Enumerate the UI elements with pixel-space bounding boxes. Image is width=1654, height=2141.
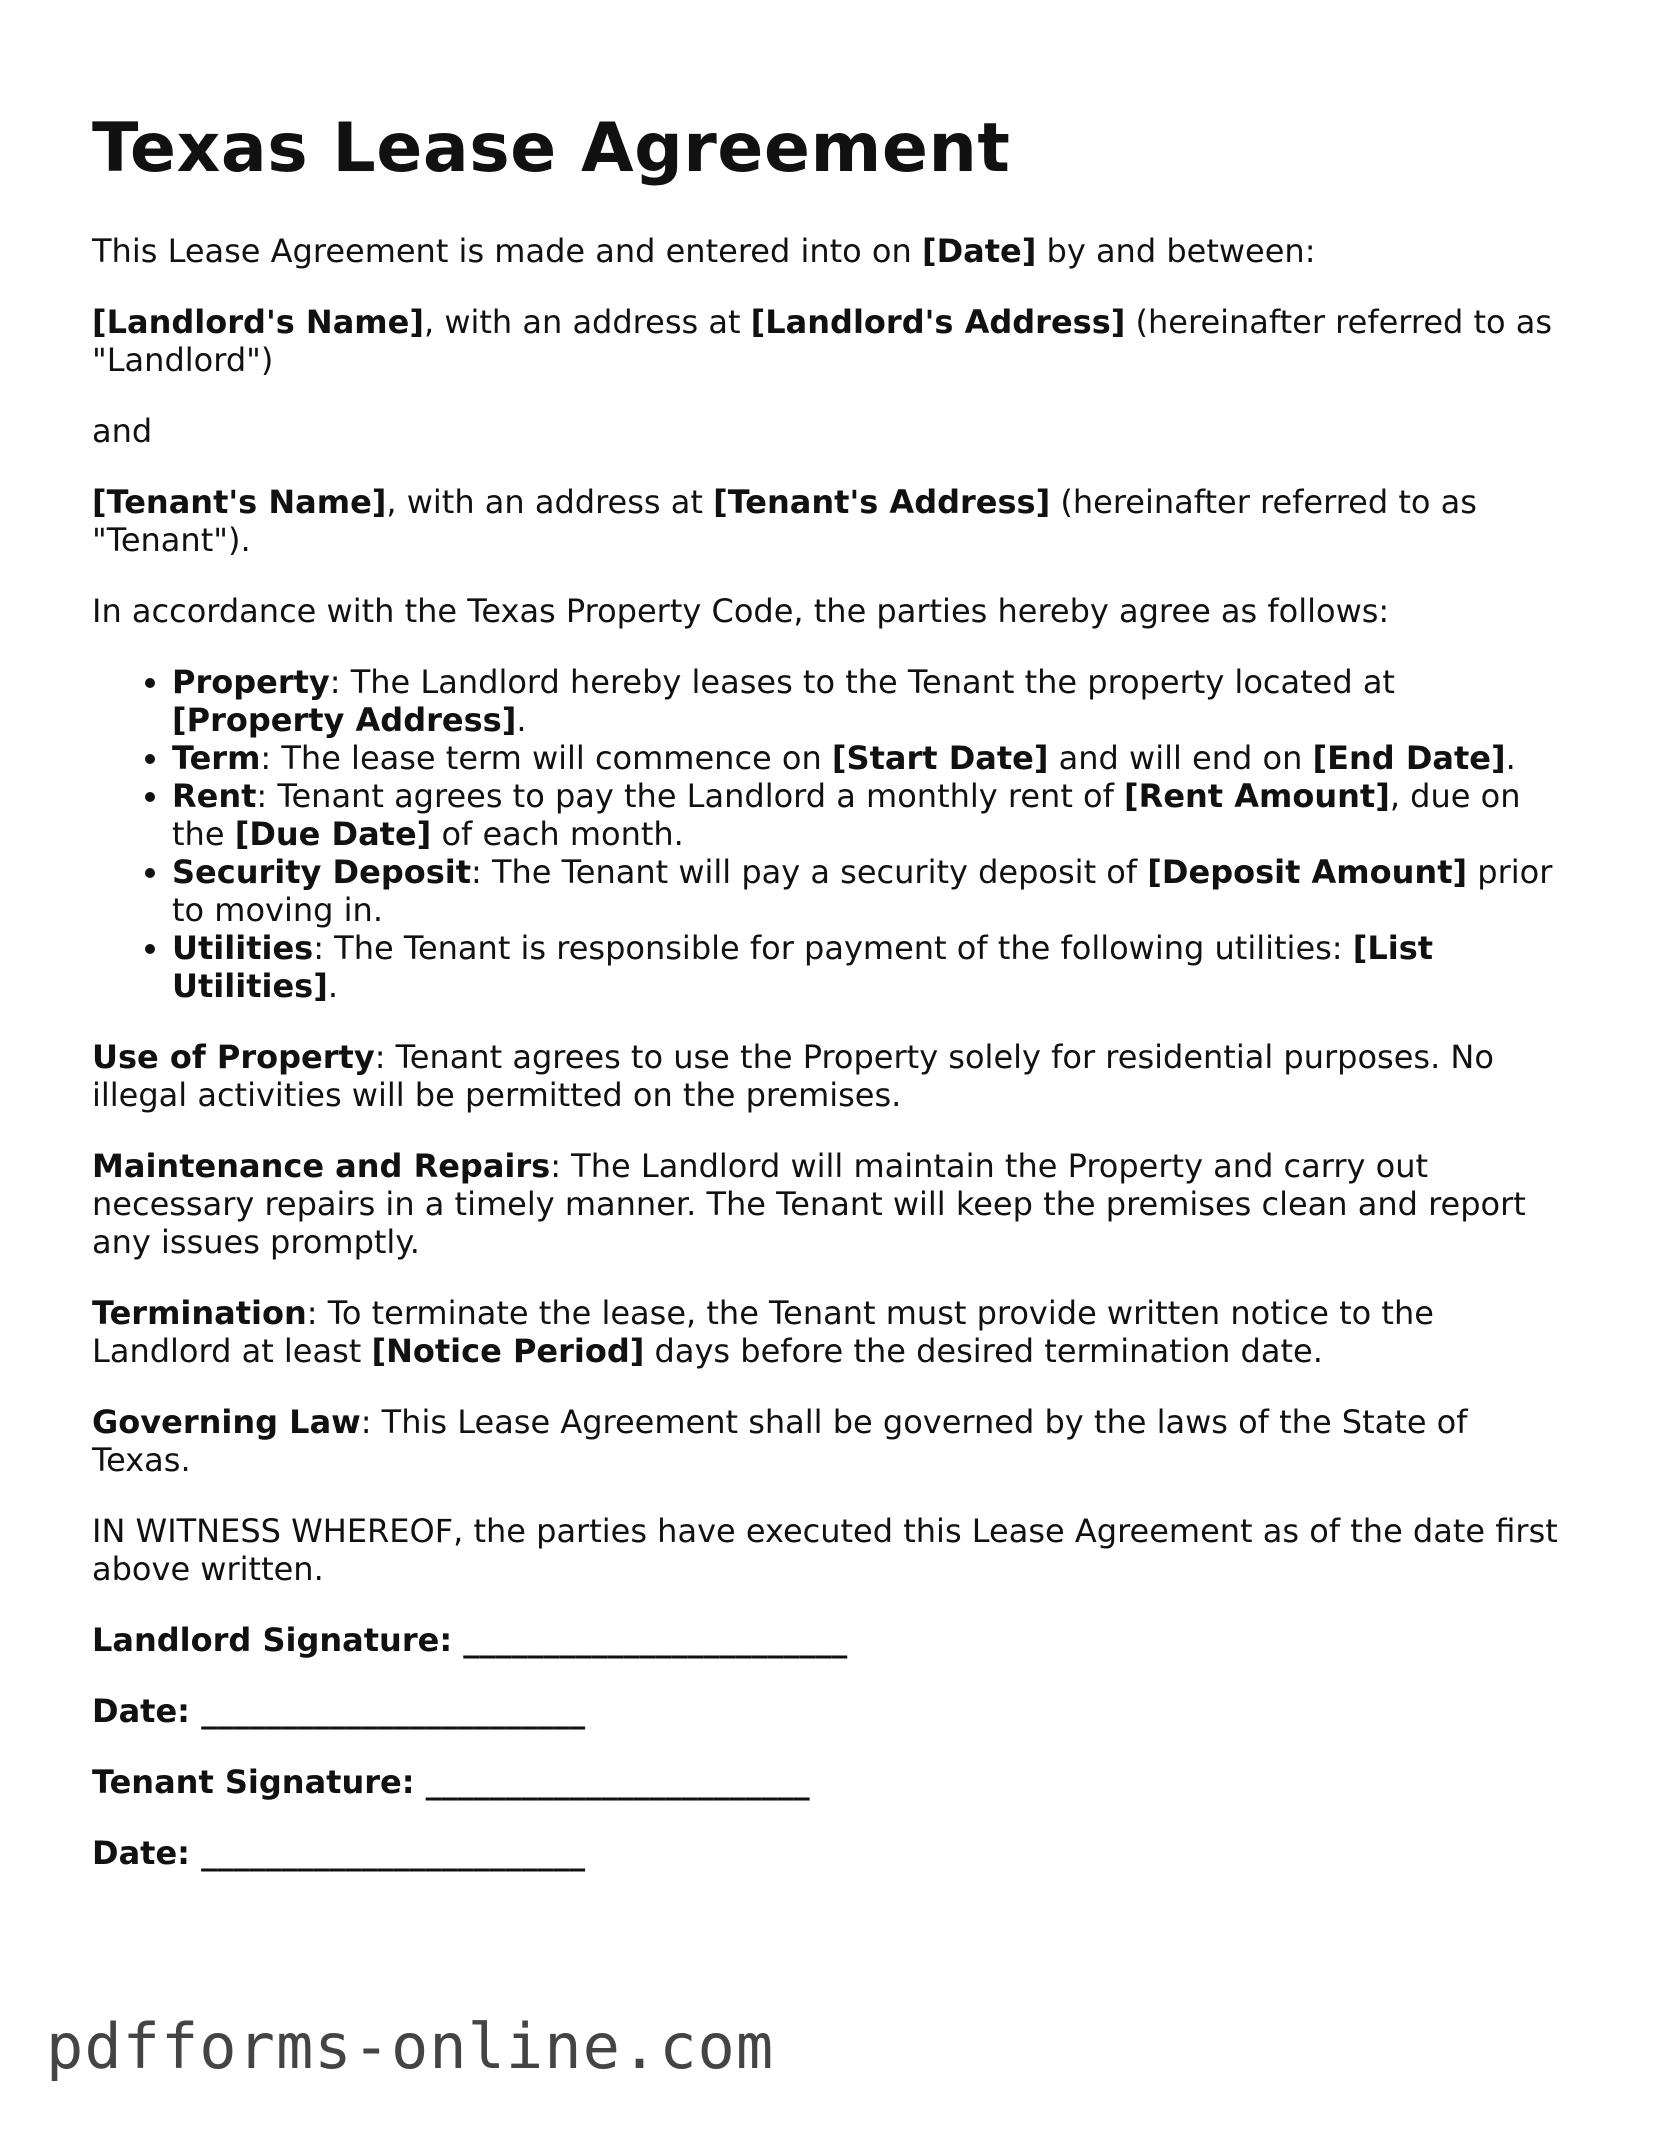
and-text: and (92, 412, 153, 451)
section-text: : The Landlord will maintain the Property and carry out necessary repairs in a timely manner. The Tenant will keep the premises clean and report any issues promptly. (92, 1147, 1526, 1262)
tenant-suffix: (hereinafter referred to as "Tenant"). (92, 483, 1477, 560)
footer-watermark: pdfforms-online.com (46, 2010, 775, 2083)
section-end: days before the desired termination date. (644, 1332, 1323, 1371)
termination-paragraph (92, 1294, 1572, 1370)
section-text: : This Lease Agreement shall be governed by the laws of the State of Texas. (92, 1403, 1468, 1480)
term-text: : The Landlord hereby leases to the Tenant the property located at (329, 663, 1395, 702)
term-rent (172, 777, 1572, 853)
tenant-signature-line[interactable]: Tenant Signature: ________________________ (92, 1763, 810, 1802)
maintenance-paragraph (92, 1147, 1572, 1261)
term-end: . (1505, 739, 1516, 778)
tenant-name-placeholder: [Tenant's Name] (92, 483, 387, 522)
section-label: Use of Property (92, 1038, 375, 1077)
section-label: Maintenance and Repairs (92, 1147, 551, 1186)
property-address-placeholder: [Property Address] (172, 701, 517, 740)
landlord-signature-line[interactable]: Landlord Signature: ________________________ (92, 1621, 848, 1660)
term-term (172, 739, 1572, 777)
intro-prefix: This Lease Agreement is made and entered into on (92, 232, 922, 271)
section-text: : To terminate the lease, the Tenant must provide written notice to the Landlord at least (92, 1294, 1434, 1371)
witness-paragraph: IN WITNESS WHEREOF, the parties have executed this Lease Agreement as of the date first above written. (92, 1512, 1558, 1589)
term-label: Rent (172, 777, 257, 816)
term-text: : Tenant agrees to pay the Landlord a monthly rent of (256, 777, 1125, 816)
deposit-amount-placeholder: [Deposit Amount] (1147, 853, 1468, 892)
term-mid: , due on the (172, 777, 1521, 854)
term-label: Utilities (172, 929, 314, 968)
page-title: Texas Lease Agreement (92, 109, 1011, 188)
term-text: : The lease term will commence on (260, 739, 832, 778)
term-label: Security Deposit (172, 853, 472, 892)
landlord-address-placeholder: [Landlord's Address] (750, 303, 1126, 342)
section-label: Termination (92, 1294, 307, 1333)
utilities-placeholder: [List Utilities] (172, 929, 1434, 1006)
law-paragraph (92, 1403, 1572, 1479)
term-end: of each month. (431, 815, 684, 854)
term-end: . (516, 701, 527, 740)
section-label: Governing Law (92, 1403, 361, 1442)
rent-amount-placeholder: [Rent Amount] (1124, 777, 1390, 816)
term-end: . (327, 967, 338, 1006)
term-property (172, 663, 1572, 739)
landlord-date-line[interactable]: Date: ________________________ (92, 1692, 586, 1731)
start-date-placeholder: [Start Date] (831, 739, 1049, 778)
intro-suffix: by and between: (1036, 232, 1316, 271)
end-date-placeholder: [End Date] (1312, 739, 1506, 778)
tenant-date-line[interactable]: Date: ________________________ (92, 1834, 586, 1873)
use-paragraph (92, 1038, 1572, 1114)
landlord-suffix: (hereinafter referred to as "Landlord") (92, 303, 1553, 380)
term-end: prior to moving in. (172, 853, 1553, 930)
tenant-address-placeholder: [Tenant's Address] (713, 483, 1051, 522)
landlord-mid: , with an address at (423, 303, 751, 342)
landlord-name-placeholder: [Landlord's Name] (92, 303, 424, 342)
term-label: Term (172, 739, 261, 778)
term-utilities (172, 929, 1572, 1005)
accordance-paragraph: In accordance with the Texas Property Code, the parties hereby agree as follows: (92, 592, 1390, 631)
tenant-paragraph (92, 483, 1572, 559)
term-deposit (172, 853, 1572, 929)
date-placeholder: [Date] (921, 232, 1037, 271)
term-text: : The Tenant will pay a security deposit of (471, 853, 1148, 892)
notice-period-placeholder: [Notice Period] (371, 1332, 645, 1371)
intro-paragraph (92, 232, 1572, 270)
terms-list (92, 663, 1572, 1005)
section-text: : Tenant agrees to use the Property solely for residential purposes. No illegal activities will be permitted on the premises. (92, 1038, 1494, 1115)
tenant-mid: , with an address at (386, 483, 714, 522)
due-date-placeholder: [Due Date] (234, 815, 432, 854)
landlord-paragraph (92, 303, 1572, 379)
term-mid: and will end on (1048, 739, 1313, 778)
term-text: : The Tenant is responsible for payment of the following utilities: (313, 929, 1353, 968)
term-label: Property (172, 663, 330, 702)
document-page (92, 110, 1572, 1905)
